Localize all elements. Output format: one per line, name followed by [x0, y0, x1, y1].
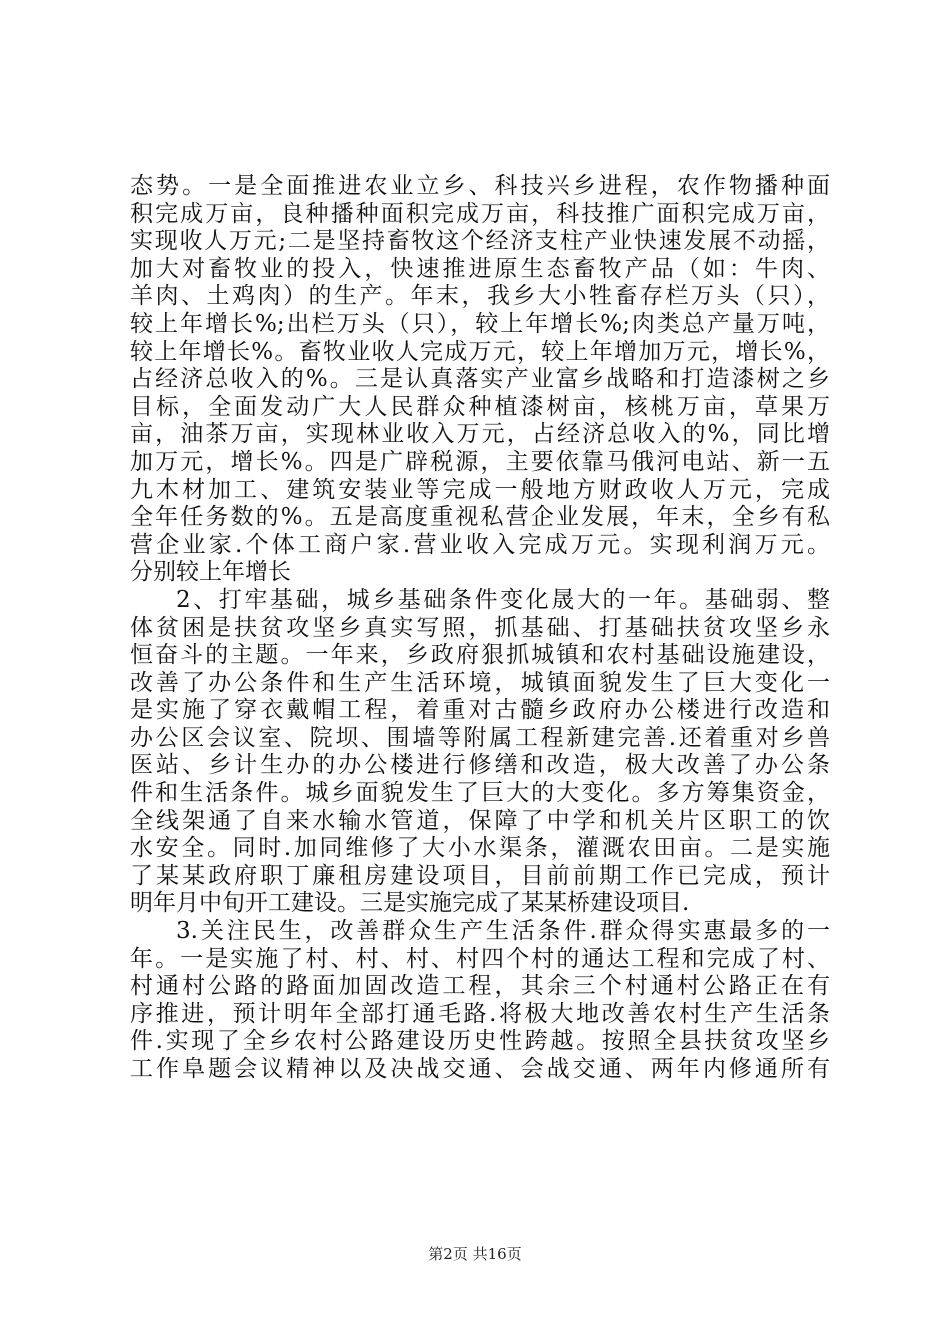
text-line: 件.实现了全乡农村公路建设历史性跨越。按照全县扶贫攻坚乡: [130, 1028, 830, 1055]
text-line: 办公区会议室、院坝、围墙等附属工程新建完善.还着重对乡兽: [130, 724, 830, 751]
text-line: 目标，全面发动广大人民群众种植漆树亩，核桃万亩，草果万: [130, 393, 830, 420]
text-line: 明年月中旬开工建设。三是实施完成了某某桥建设项目.: [130, 890, 690, 917]
text-line: 分别较上年增长: [130, 559, 291, 586]
text-line: 村通村公路的路面加固改造工程，其余三个村通村公路正在有: [130, 973, 830, 1000]
text-line: 加大对畜牧业的投入，快速推进原生态畜牧产品（如：牛肉、: [130, 255, 830, 282]
text-line: 恒奋斗的主题。一年来，乡政府狠抓城镇和农村基础设施建设，: [130, 642, 830, 669]
text-line: 营企业家.个体工商户家.营业收入完成万元。实现利润万元。: [130, 531, 830, 558]
page-footer: [0, 1244, 950, 1264]
text-line: 占经济总收入的%。三是认真落实产业富乡战略和打造漆树之乡: [130, 366, 830, 393]
section-heading-line: 3.关注民生，改善群众生产生活条件.群众得实惠最多的一: [176, 918, 830, 945]
text-line: 体贫困是扶贫攻坚乡真实写照，抓基础、打基础扶贫攻坚乡永: [130, 614, 830, 641]
text-line: 九木材加工、建筑安装业等完成一般地方财政收人万元，完成: [130, 476, 830, 503]
section-heading-line: 2、打牢基础，城乡基础条件变化晟大的一年。基础弱、整: [176, 586, 830, 613]
text-line: 工作阜题会议精神以及决战交通、会战交通、两年内修通所有: [130, 1056, 830, 1082]
text-line: 羊肉、土鸡肉）的生产。年末，我乡大小牲畜存栏万头（只），: [130, 283, 830, 310]
text-line: 积完成万亩，良种播种面积完成万亩，科技推广面积完成万亩，: [130, 200, 830, 227]
text-line: 加万元，增长%。四是广辟税源，主要依靠马俄河电站、新一五: [130, 448, 830, 475]
text-line: 全线架通了自来水输水管道，保障了中学和机关片区职工的饮: [130, 807, 830, 834]
text-line: 水安全。同时.加同维修了大小水渠条，灌溉农田亩。二是实施: [130, 835, 830, 862]
text-line: 序推进，预计明年全部打通毛路.将极大地改善农村生产生活条: [130, 1000, 830, 1027]
text-line: 了某某政府职丁廉租房建设项目，目前前期工作已完成，预计: [130, 862, 830, 889]
page-number: 第2页 共16页: [428, 1245, 522, 1263]
text-line: 全年任务数的%。五是高度重视私营企业发展，年末，全乡有私: [130, 504, 830, 531]
text-line: 实现收人万元;二是坚持畜牧这个经济支柱产业快速发展不动摇，: [130, 228, 830, 255]
text-line: 年。一是实施了村、村、村、村四个村的通达工程和完成了村、: [130, 945, 830, 972]
text-line: 改善了办公条件和生产生活环境，城镇面貌发生了巨大变化一: [130, 669, 830, 696]
text-line: 较上年增长%;出栏万头（只），较上年增长%;肉类总产量万吨，: [130, 310, 830, 337]
text-line: 医站、乡计生办的办公楼进行修缮和改造，极大改善了办公条: [130, 752, 830, 779]
text-line: 是实施了穿衣戴帽工程，着重对古髓乡政府办公楼进行改造和: [130, 697, 830, 724]
document-body: [130, 173, 830, 1084]
text-line: 亩，油茶万亩，实现林业收入万元，占经济总收入的%，同比增: [130, 421, 830, 448]
text-line: 较上年增长%。畜牧业收人完成万元，较上年增加万元，增长%，: [130, 338, 830, 365]
text-line: 件和生活条件。城乡面貌发生了巨大的大变化。多方筹集资金，: [130, 780, 830, 807]
text-line: 态势。一是全面推进农业立乡、科技兴乡进程，农作物播种面: [130, 173, 830, 199]
